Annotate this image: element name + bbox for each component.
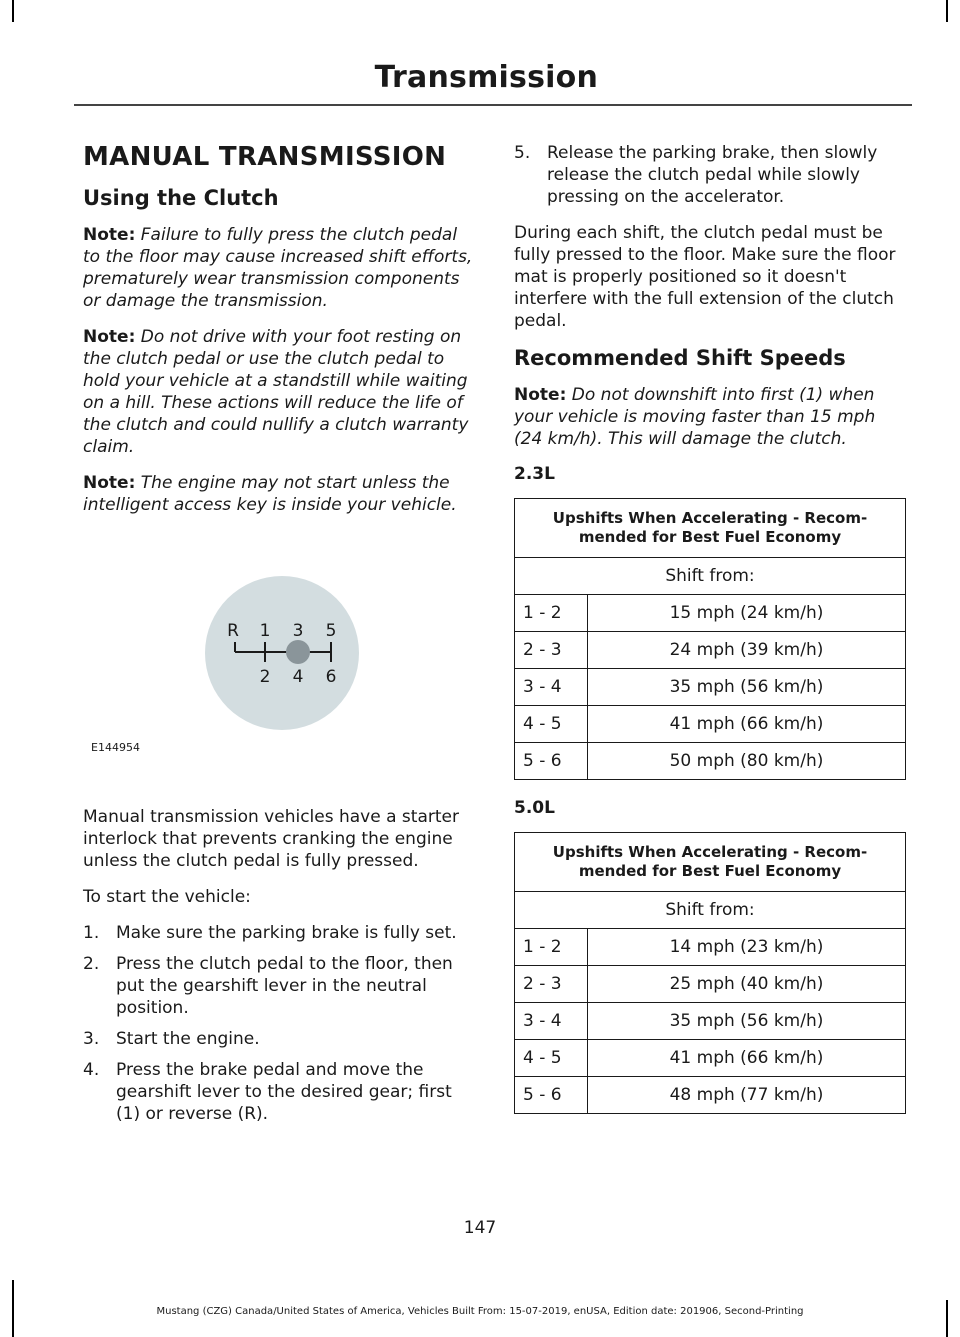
speed-cell: 15 mph (24 km/h) — [588, 595, 906, 632]
gear-cell: 2 - 3 — [515, 632, 588, 669]
step-text: Make sure the parking brake is fully set. — [116, 923, 457, 943]
note-text: Failure to fully press the clutch pedal to the floor may cause increased shift efforts, prematurely wear transmission components or damage the transmission. — [83, 225, 473, 311]
right-column — [514, 142, 906, 1132]
to-start-label: To start the vehicle: — [83, 887, 251, 907]
speed-cell: 41 mph (66 km/h) — [588, 1040, 906, 1077]
figure-code: E144954 — [91, 741, 140, 754]
shift-note — [514, 384, 906, 450]
section-title: MANUAL TRANSMISSION — [83, 142, 447, 172]
crop-mark-top-left — [12, 0, 14, 22]
gear-label-6: 6 — [325, 667, 337, 687]
table-row — [515, 966, 906, 1003]
header-divider — [74, 104, 912, 106]
step-text: Press the brake pedal and move the gearshift lever to the desired gear; first (1) or reverse (R). — [116, 1060, 452, 1124]
table-row — [515, 929, 906, 966]
list-item — [83, 1059, 475, 1125]
step-number: 4. — [83, 1060, 100, 1080]
gear-label-3: 3 — [292, 621, 304, 641]
note-label: Note: — [514, 385, 567, 405]
note-3 — [83, 472, 475, 516]
shift-from-label: Shift from: — [515, 892, 906, 929]
start-steps-list — [83, 922, 475, 1125]
table-header: Upshifts When Accelerating - Recom-mended for Best Fuel Economy — [515, 499, 906, 558]
list-item — [83, 953, 475, 1019]
step-number: 1. — [83, 923, 100, 943]
table-row — [515, 632, 906, 669]
gear-label-4: 4 — [292, 667, 304, 687]
table-row — [515, 595, 906, 632]
list-item — [514, 142, 906, 208]
step-text: Release the parking brake, then slowly release the clutch pedal while slowly pressing on the accelerator. — [547, 143, 878, 207]
table-row — [515, 669, 906, 706]
during-shift-paragraph: During each shift, the clutch pedal must be fully pressed to the floor. Make sure the floor mat is properly positioned so it doesn't interfere with the full extension of the clutch pedal. — [514, 223, 896, 331]
speed-cell: 50 mph (80 km/h) — [588, 743, 906, 780]
speed-cell: 25 mph (40 km/h) — [588, 966, 906, 1003]
gear-cell: 1 - 2 — [515, 929, 588, 966]
gear-cell: 1 - 2 — [515, 595, 588, 632]
engine-heading-5-0l: 5.0L — [514, 798, 555, 818]
gear-label-r: R — [227, 621, 239, 641]
gear-label-1: 1 — [259, 621, 271, 641]
speed-cell: 35 mph (56 km/h) — [588, 669, 906, 706]
shift-pattern-illustration — [83, 576, 475, 776]
list-item — [83, 1028, 475, 1050]
page-footer: Mustang (CZG) Canada/United States of America, Vehicles Built From: 15-07-2019, enUSA, Edition date: 201906, Second-Printing — [156, 1306, 804, 1317]
continued-steps-list — [514, 142, 906, 208]
gearshift-knob-icon — [286, 640, 310, 664]
table-row — [515, 1003, 906, 1040]
speed-cell: 24 mph (39 km/h) — [588, 632, 906, 669]
shift-speeds-heading: Recommended Shift Speeds — [514, 346, 846, 370]
step-number: 3. — [83, 1029, 100, 1049]
gear-cell: 4 - 5 — [515, 706, 588, 743]
table-row — [515, 1040, 906, 1077]
speed-cell: 41 mph (66 km/h) — [588, 706, 906, 743]
gear-label-2: 2 — [259, 667, 271, 687]
gear-cell: 3 - 4 — [515, 1003, 588, 1040]
note-text: Do not downshift into first (1) when your vehicle is moving faster than 15 mph (24 km/h). This will damage the clutch. — [514, 385, 876, 449]
step-number: 2. — [83, 954, 100, 974]
note-2 — [83, 326, 475, 458]
left-column — [83, 142, 475, 1134]
speed-cell: 35 mph (56 km/h) — [588, 1003, 906, 1040]
table-header: Upshifts When Accelerating - Recom-mended for Best Fuel Economy — [515, 833, 906, 892]
table-row — [515, 1077, 906, 1114]
step-text: Start the engine. — [116, 1029, 260, 1049]
shift-speed-table-5-0l — [514, 832, 906, 1114]
subsection-title: Using the Clutch — [83, 186, 279, 210]
speed-cell: 14 mph (23 km/h) — [588, 929, 906, 966]
note-1 — [83, 224, 475, 312]
page-number: 147 — [463, 1218, 497, 1238]
gear-label-5: 5 — [325, 621, 337, 641]
note-label: Note: — [83, 473, 136, 493]
page-header-title: Transmission — [374, 60, 598, 95]
speed-cell: 48 mph (77 km/h) — [588, 1077, 906, 1114]
gear-cell: 4 - 5 — [515, 1040, 588, 1077]
step-text: Press the clutch pedal to the floor, then put the gearshift lever in the neutral position. — [116, 954, 453, 1018]
shift-pattern-figure — [83, 576, 475, 776]
gear-cell: 2 - 3 — [515, 966, 588, 1003]
engine-heading-2-3l: 2.3L — [514, 464, 555, 484]
intro-paragraph: Manual transmission vehicles have a starter interlock that prevents cranking the engine unless the clutch pedal is fully pressed. — [83, 807, 459, 871]
table-row — [515, 743, 906, 780]
list-item — [83, 922, 475, 944]
crop-mark-top-right — [946, 0, 948, 22]
step-number: 5. — [514, 143, 531, 163]
note-text: Do not drive with your foot resting on the clutch pedal or use the clutch pedal to hold your vehicle at a standstill while waiting on a hill. These actions will reduce the life of the clutch and could nullify a clutch warranty claim. — [83, 327, 469, 457]
shift-from-label: Shift from: — [515, 558, 906, 595]
note-label: Note: — [83, 327, 136, 347]
note-text: The engine may not start unless the intelligent access key is inside your vehicle. — [83, 473, 457, 515]
note-label: Note: — [83, 225, 136, 245]
gear-cell: 5 - 6 — [515, 743, 588, 780]
shift-speed-table-2-3l — [514, 498, 906, 780]
table-row — [515, 706, 906, 743]
gear-cell: 3 - 4 — [515, 669, 588, 706]
gear-cell: 5 - 6 — [515, 1077, 588, 1114]
